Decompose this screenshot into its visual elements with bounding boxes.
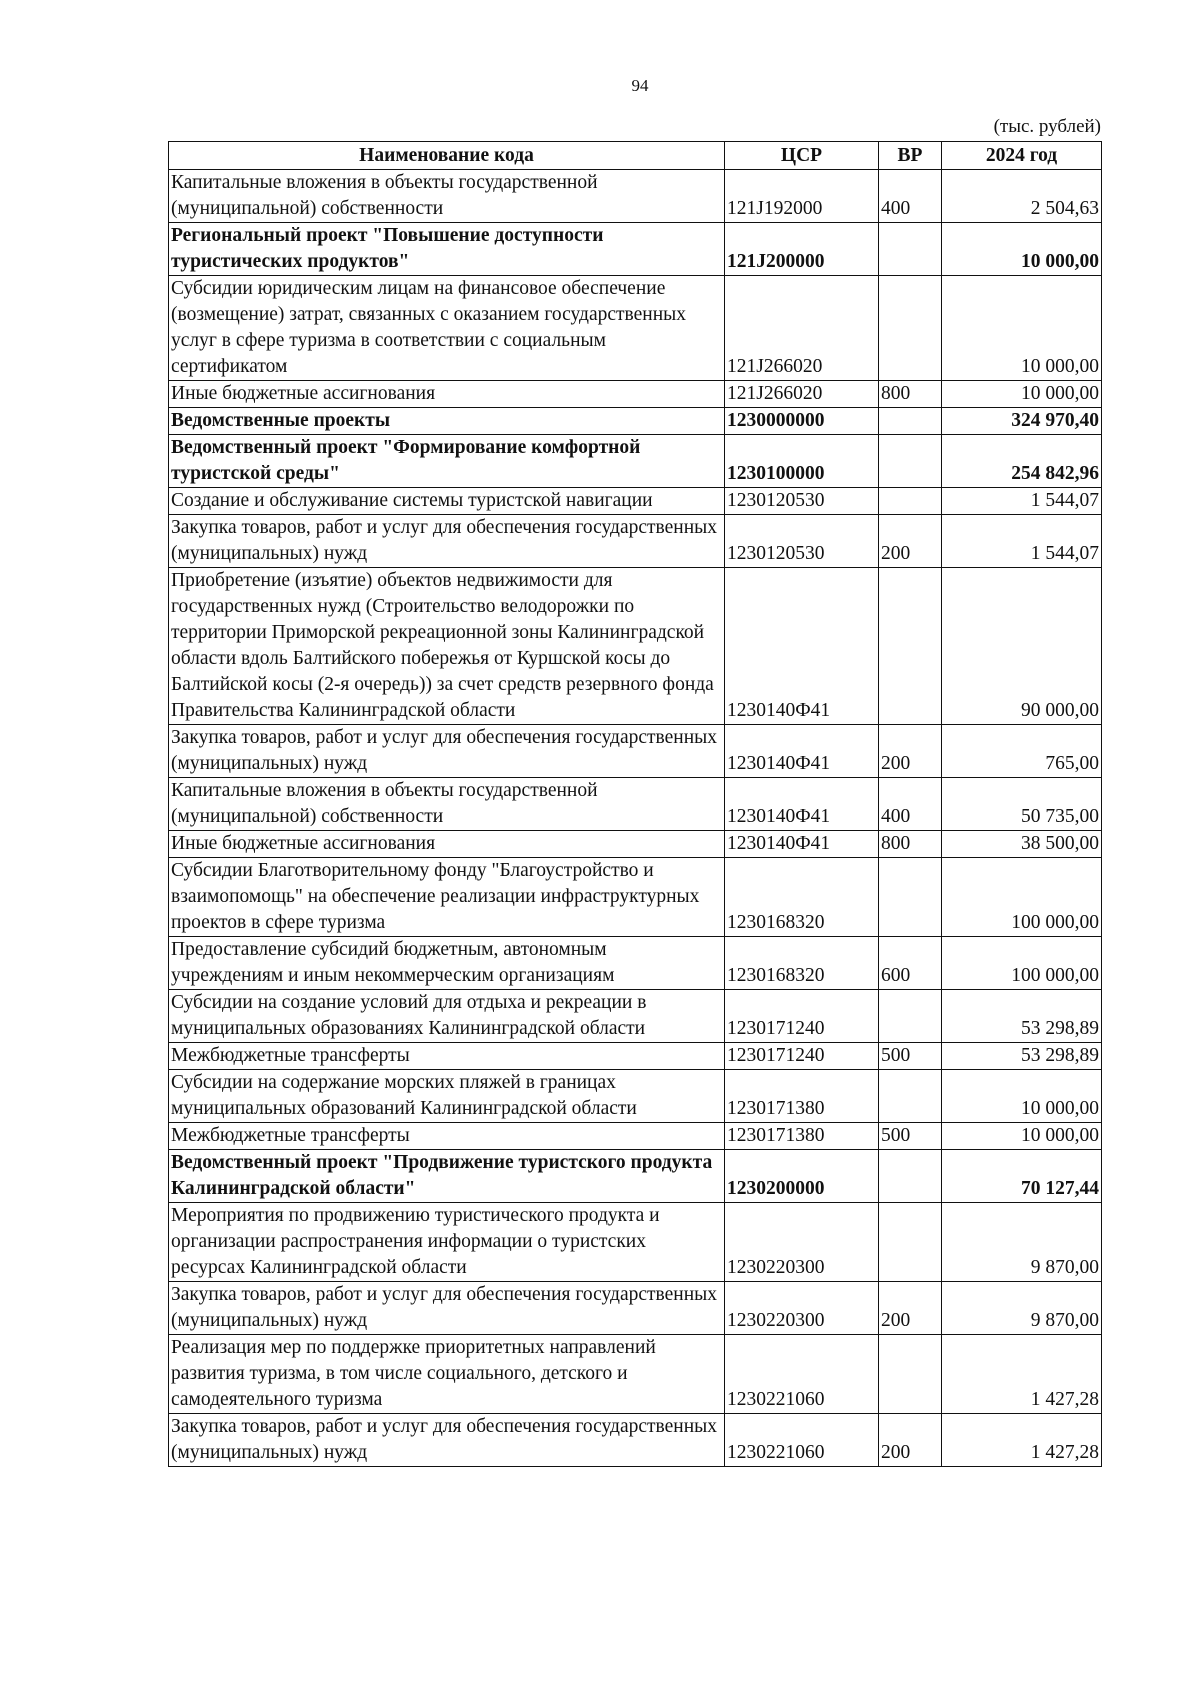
table-row	[169, 381, 1102, 408]
table-row	[169, 223, 1102, 276]
cell-csr: 121J192000	[725, 170, 879, 223]
cell-name: Иные бюджетные ассигнования	[169, 381, 725, 408]
cell-vr: 200	[879, 1282, 942, 1335]
cell-vr: 500	[879, 1123, 942, 1150]
table-header-row	[169, 142, 1102, 170]
cell-csr: 1230171380	[725, 1123, 879, 1150]
cell-csr: 121J200000	[725, 223, 879, 276]
cell-name: Субсидии Благотворительному фонду "Благоустройство и взаимопомощь" на обеспечение реализации инфраструктурных проектов в сфере туризма	[169, 858, 725, 937]
cell-sum: 9 870,00	[942, 1203, 1102, 1282]
header-vr: ВР	[879, 142, 942, 170]
cell-name: Закупка товаров, работ и услуг для обеспечения государственных (муниципальных) нужд	[169, 1414, 725, 1467]
cell-name: Капитальные вложения в объекты государственной (муниципальной) собственности	[169, 170, 725, 223]
table-row	[169, 1335, 1102, 1414]
cell-csr: 1230220300	[725, 1203, 879, 1282]
cell-vr	[879, 1150, 942, 1203]
cell-vr: 200	[879, 725, 942, 778]
cell-sum: 1 427,28	[942, 1335, 1102, 1414]
table-row	[169, 435, 1102, 488]
header-name: Наименование кода	[169, 142, 725, 170]
cell-csr: 1230200000	[725, 1150, 879, 1203]
table-row	[169, 170, 1102, 223]
units-label: (тыс. рублей)	[993, 116, 1101, 137]
cell-sum: 100 000,00	[942, 858, 1102, 937]
cell-vr	[879, 488, 942, 515]
cell-csr: 1230000000	[725, 408, 879, 435]
cell-name: Создание и обслуживание системы туристской навигации	[169, 488, 725, 515]
cell-sum: 100 000,00	[942, 937, 1102, 990]
cell-csr: 1230168320	[725, 937, 879, 990]
cell-name: Иные бюджетные ассигнования	[169, 831, 725, 858]
cell-name: Региональный проект "Повышение доступности туристических продуктов"	[169, 223, 725, 276]
cell-csr: 1230168320	[725, 858, 879, 937]
cell-sum: 254 842,96	[942, 435, 1102, 488]
cell-vr	[879, 1070, 942, 1123]
cell-sum: 70 127,44	[942, 1150, 1102, 1203]
cell-name: Межбюджетные трансферты	[169, 1123, 725, 1150]
page-number: 94	[631, 76, 649, 95]
cell-csr: 1230171240	[725, 1043, 879, 1070]
table-row	[169, 990, 1102, 1043]
cell-vr: 200	[879, 515, 942, 568]
cell-name: Субсидии юридическим лицам на финансовое обеспечение (возмещение) затрат, связанных с оказанием государственных услуг в сфере туризма в соответствии с социальным сертификатом	[169, 276, 725, 381]
cell-name: Мероприятия по продвижению туристического продукта и организации распространения информации о туристских ресурсах Калининградской области	[169, 1203, 725, 1282]
cell-vr	[879, 1335, 942, 1414]
table-row	[169, 488, 1102, 515]
cell-sum: 1 427,28	[942, 1414, 1102, 1467]
cell-name: Ведомственный проект "Продвижение туристского продукта Калининградской области"	[169, 1150, 725, 1203]
cell-sum: 324 970,40	[942, 408, 1102, 435]
cell-sum: 50 735,00	[942, 778, 1102, 831]
cell-name: Закупка товаров, работ и услуг для обеспечения государственных (муниципальных) нужд	[169, 1282, 725, 1335]
cell-name: Субсидии на содержание морских пляжей в границах муниципальных образований Калининградской области	[169, 1070, 725, 1123]
cell-sum: 765,00	[942, 725, 1102, 778]
cell-vr: 800	[879, 831, 942, 858]
cell-name: Капитальные вложения в объекты государственной (муниципальной) собственности	[169, 778, 725, 831]
cell-sum: 53 298,89	[942, 990, 1102, 1043]
table-row	[169, 515, 1102, 568]
cell-vr	[879, 568, 942, 725]
cell-name: Межбюджетные трансферты	[169, 1043, 725, 1070]
cell-name: Закупка товаров, работ и услуг для обеспечения государственных (муниципальных) нужд	[169, 515, 725, 568]
cell-vr: 200	[879, 1414, 942, 1467]
cell-name: Субсидии на создание условий для отдыха и рекреации в муниципальных образованиях Калининградской области	[169, 990, 725, 1043]
budget-table	[168, 141, 1102, 1467]
table-row	[169, 858, 1102, 937]
cell-sum: 10 000,00	[942, 1123, 1102, 1150]
cell-sum: 53 298,89	[942, 1043, 1102, 1070]
table-row	[169, 1203, 1102, 1282]
cell-name: Ведомственный проект "Формирование комфортной туристской среды"	[169, 435, 725, 488]
cell-csr: 1230220300	[725, 1282, 879, 1335]
cell-name: Предоставление субсидий бюджетным, автономным учреждениям и иным некоммерческим организациям	[169, 937, 725, 990]
cell-csr: 1230140Ф41	[725, 568, 879, 725]
cell-sum: 38 500,00	[942, 831, 1102, 858]
cell-csr: 1230171380	[725, 1070, 879, 1123]
cell-sum: 10 000,00	[942, 276, 1102, 381]
cell-vr	[879, 408, 942, 435]
cell-sum: 2 504,63	[942, 170, 1102, 223]
cell-vr: 500	[879, 1043, 942, 1070]
cell-name: Реализация мер по поддержке приоритетных направлений развития туризма, в том числе социального, детского и самодеятельного туризма	[169, 1335, 725, 1414]
cell-csr: 1230171240	[725, 990, 879, 1043]
header-sum: 2024 год	[942, 142, 1102, 170]
table-row	[169, 1123, 1102, 1150]
cell-vr	[879, 223, 942, 276]
cell-vr	[879, 276, 942, 381]
table-row	[169, 1282, 1102, 1335]
cell-csr: 1230140Ф41	[725, 778, 879, 831]
header-csr: ЦСР	[725, 142, 879, 170]
cell-vr	[879, 858, 942, 937]
table-row	[169, 1414, 1102, 1467]
cell-vr	[879, 990, 942, 1043]
table-row	[169, 937, 1102, 990]
cell-csr: 121J266020	[725, 381, 879, 408]
table-row	[169, 408, 1102, 435]
cell-vr: 400	[879, 170, 942, 223]
cell-name: Закупка товаров, работ и услуг для обеспечения государственных (муниципальных) нужд	[169, 725, 725, 778]
cell-sum: 1 544,07	[942, 515, 1102, 568]
cell-sum: 90 000,00	[942, 568, 1102, 725]
table-row	[169, 1043, 1102, 1070]
cell-csr: 1230221060	[725, 1335, 879, 1414]
cell-name: Ведомственные проекты	[169, 408, 725, 435]
cell-csr: 1230100000	[725, 435, 879, 488]
cell-vr	[879, 1203, 942, 1282]
cell-sum: 10 000,00	[942, 381, 1102, 408]
cell-sum: 10 000,00	[942, 223, 1102, 276]
table-row	[169, 725, 1102, 778]
table-row	[169, 276, 1102, 381]
cell-csr: 1230221060	[725, 1414, 879, 1467]
cell-csr: 1230140Ф41	[725, 831, 879, 858]
table-row	[169, 1070, 1102, 1123]
cell-csr: 1230120530	[725, 488, 879, 515]
cell-sum: 1 544,07	[942, 488, 1102, 515]
cell-csr: 1230120530	[725, 515, 879, 568]
cell-csr: 1230140Ф41	[725, 725, 879, 778]
table-row	[169, 1150, 1102, 1203]
cell-vr: 400	[879, 778, 942, 831]
cell-csr: 121J266020	[725, 276, 879, 381]
cell-sum: 9 870,00	[942, 1282, 1102, 1335]
table-row	[169, 831, 1102, 858]
cell-vr: 800	[879, 381, 942, 408]
table-body	[169, 170, 1102, 1467]
table-row	[169, 778, 1102, 831]
cell-vr	[879, 435, 942, 488]
cell-name: Приобретение (изъятие) объектов недвижимости для государственных нужд (Строительство велодорожки по территории Приморской рекреационной зоны Калининградской области вдоль Балтийского побережья от Куршской косы до Балтийской косы (2-я очередь)) за счет средств резервного фонда Правительства Калининградской области	[169, 568, 725, 725]
cell-vr: 600	[879, 937, 942, 990]
cell-sum: 10 000,00	[942, 1070, 1102, 1123]
table-row	[169, 568, 1102, 725]
